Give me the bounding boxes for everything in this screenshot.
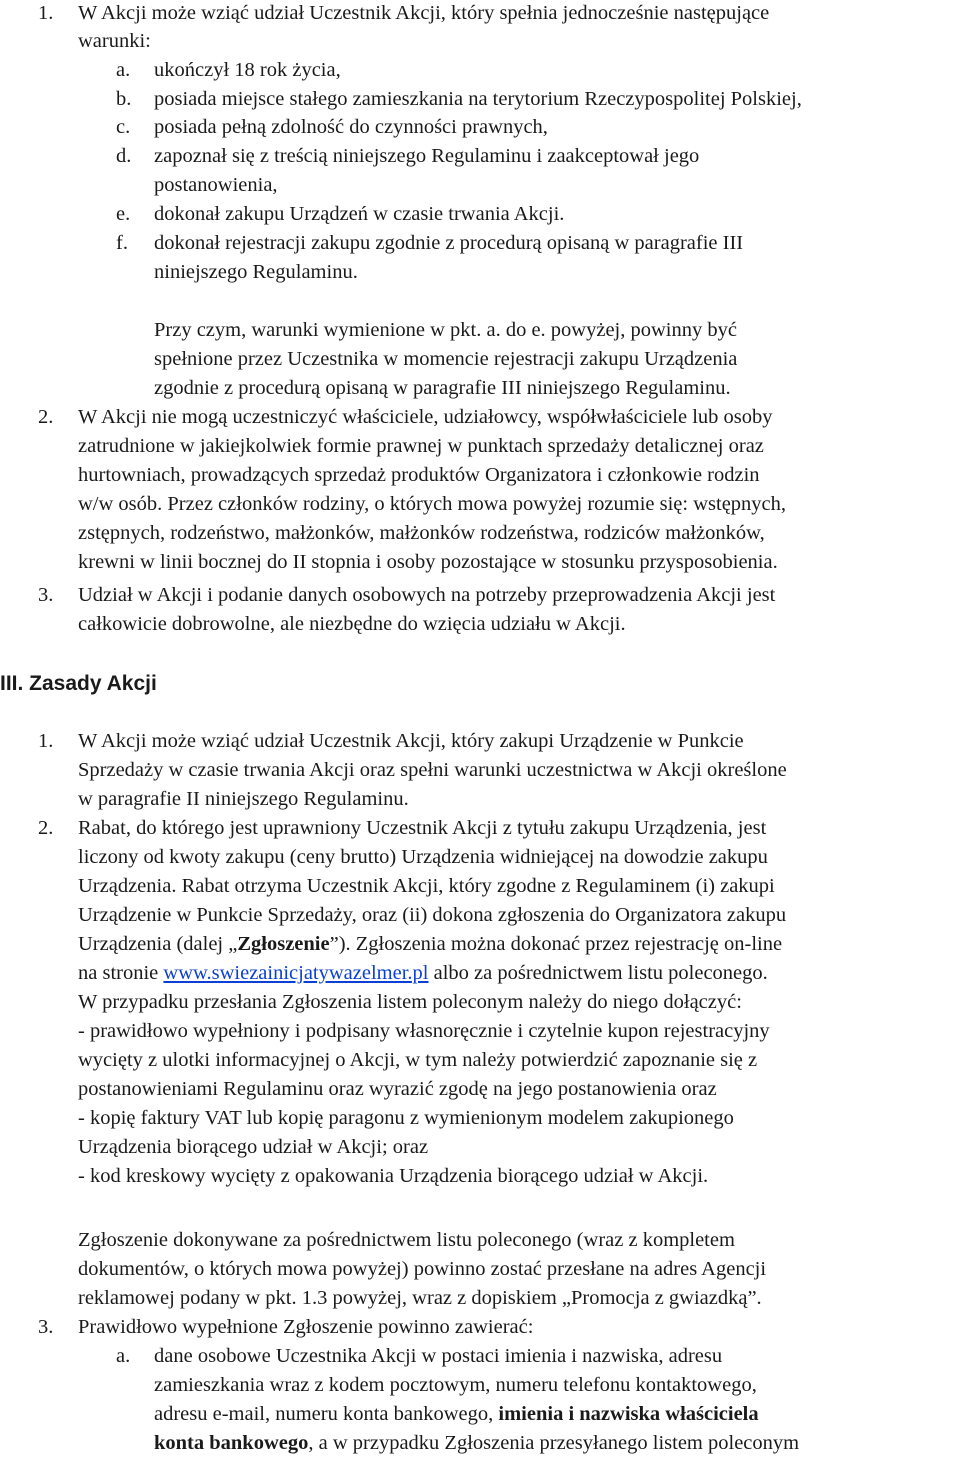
item-number: 2. [38, 817, 54, 839]
sub-item-text: ukończył 18 rok życia, [154, 59, 341, 81]
paragraph-line: Urządzenia biorącego udział w Akcji; oraz [78, 1136, 429, 1158]
paragraph-line: W Akcji może wziąć udział Uczestnik Akcji, który spełnia jednocześnie następujące [78, 2, 770, 24]
sub-item-text: dokonał zakupu Urządzeń w czasie trwania Akcji. [154, 203, 565, 225]
sub-item-letter: e. [116, 203, 131, 225]
text-run: , a w przypadku Zgłoszenia przesyłanego listem poleconym [308, 1432, 800, 1454]
term-zgloszenie: Zgłoszenie [237, 933, 330, 955]
paragraph-line: w/w osób. Przez członków rodziny, o których mowa powyżej rozumie się: wstępnych, [78, 493, 787, 515]
paragraph-line: krewni w linii bocznej do II stopnia i osoby pozostające w stosunku przysposobienia. [78, 551, 778, 573]
sub-item-letter: d. [116, 145, 132, 167]
text-run: na stronie [78, 962, 164, 984]
item-number: 3. [38, 584, 54, 606]
sub-item-letter: b. [116, 88, 132, 110]
paragraph-line: postanowieniami Regulaminu oraz wyrazić zgodę na jego postanowienia oraz [78, 1078, 717, 1100]
paragraph-line: W przypadku przesłania Zgłoszenia listem poleconym należy do niego dołączyć: [78, 991, 742, 1013]
paragraph-line: W Akcji nie mogą uczestniczyć właściciele, udziałowcy, współwłaściciele lub osoby [78, 406, 773, 428]
sub-item-text: zamieszkania wraz z kodem pocztowym, numeru telefonu kontaktowego, [154, 1374, 757, 1396]
paragraph-line: - kod kreskowy wycięty z opakowania Urządzenia biorącego udział w Akcji. [78, 1165, 709, 1187]
paragraph-line: Prawidłowo wypełnione Zgłoszenie powinno zawierać: [78, 1316, 534, 1338]
paragraph-line: dokumentów, o których mowa powyżej) powinno zostać przesłane na adres Agencji [78, 1258, 767, 1280]
paragraph-line: Urządzenia. Rabat otrzyma Uczestnik Akcji, który zgodne z Regulaminem (i) zakupi [78, 875, 775, 897]
paragraph-line: warunki: [78, 30, 151, 52]
sub-item-letter: c. [116, 116, 131, 138]
section-heading: III. Zasady Akcji [0, 672, 157, 695]
paragraph-line: liczony od kwoty zakupu (ceny brutto) Urządzenia widniejącej na dowodzie zakupu [78, 846, 768, 868]
paragraph-line: zatrudnione w jakiejkolwiek formie prawnej w punktach sprzedaży detalicznej oraz [78, 435, 764, 457]
note-line: Przy czym, warunki wymienione w pkt. a. do e. powyżej, powinny być [154, 319, 737, 341]
text-run: Urządzenia (dalej „ [78, 933, 238, 955]
sub-item-text: dane osobowe Uczestnika Akcji w postaci imienia i nazwiska, adresu [154, 1345, 723, 1367]
paragraph-line: Rabat, do którego jest uprawniony Uczestnik Akcji z tytułu zakupu Urządzenia, jest [78, 817, 767, 839]
paragraph-line: - kopię faktury VAT lub kopię paragonu z wymienionym modelem zakupionego [78, 1107, 734, 1129]
sub-item-text: niniejszego Regulaminu. [154, 261, 358, 283]
item-number: 2. [38, 406, 54, 428]
sub-item-text: dokonał rejestracji zakupu zgodnie z procedurą opisaną w paragrafie III [154, 232, 744, 254]
item-number: 1. [38, 730, 54, 752]
paragraph-line [78, 959, 768, 988]
item-number: 1. [38, 2, 54, 24]
item-number: 3. [38, 1316, 54, 1338]
sub-item-letter: f. [116, 232, 128, 254]
paragraph-line: reklamowej podany w pkt. 1.3 powyżej, wraz z dopiskiem „Promocja z gwiazdką”. [78, 1287, 762, 1309]
paragraph-line: w paragrafie II niniejszego Regulaminu. [78, 788, 409, 810]
sub-item-letter: a. [116, 59, 131, 81]
website-link[interactable]: www.swiezainicjatywazelmer.pl [163, 962, 429, 984]
text-run: ”). Zgłoszenia można dokonać przez rejestrację on-line [329, 933, 783, 955]
note-line: zgodnie z procedurą opisaną w paragrafie III niniejszego Regulaminu. [154, 377, 731, 399]
paragraph-line: Udział w Akcji i podanie danych osobowych na potrzeby przeprowadzenia Akcji jest [78, 584, 776, 606]
text-run: albo za pośrednictwem listu poleconego. [428, 962, 768, 984]
sub-item-text: zapoznał się z treścią niniejszego Regulaminu i zaakceptował jego [154, 145, 700, 167]
sub-item-text: postanowienia, [154, 174, 278, 196]
bold-run: imienia i nazwiska właściciela [498, 1403, 759, 1425]
text-run: adresu e-mail, numeru konta bankowego, [154, 1403, 499, 1425]
paragraph-line: W Akcji może wziąć udział Uczestnik Akcji, który zakupi Urządzenie w Punkcie [78, 730, 744, 752]
paragraph-line: wycięty z ulotki informacyjnej o Akcji, w tym należy potwierdzić zapoznanie się z [78, 1049, 758, 1071]
sub-item-text: posiada pełną zdolność do czynności prawnych, [154, 116, 548, 138]
paragraph-line: Zgłoszenie dokonywane za pośrednictwem listu poleconego (wraz z kompletem [78, 1229, 735, 1251]
paragraph-line: całkowicie dobrowolne, ale niezbędne do wzięcia udziału w Akcji. [78, 613, 626, 635]
paragraph-line [78, 930, 782, 959]
paragraph-line: hurtowniach, prowadzących sprzedaż produktów Organizatora i członkowie rodzin [78, 464, 760, 486]
sub-item-letter: a. [116, 1345, 131, 1367]
sub-item-text [154, 1429, 799, 1458]
paragraph-line: zstępnych, rodzeństwo, małżonków, małżonków rodzeństwa, rodziców małżonków, [78, 522, 765, 544]
sub-item-text: posiada miejsce stałego zamieszkania na terytorium Rzeczypospolitej Polskiej, [154, 88, 802, 110]
bold-run: konta bankowego [154, 1432, 309, 1454]
paragraph-line: Urządzenie w Punkcie Sprzedaży, oraz (ii) dokona zgłoszenia do Organizatora zakupu [78, 904, 787, 926]
note-line: spełnione przez Uczestnika w momencie rejestracji zakupu Urządzenia [154, 348, 738, 370]
paragraph-line: - prawidłowo wypełniony i podpisany własnoręcznie i czytelnie kupon rejestracyjny [78, 1020, 770, 1042]
paragraph-line: Sprzedaży w czasie trwania Akcji oraz spełni warunki uczestnictwa w Akcji określone [78, 759, 787, 781]
sub-item-text [154, 1400, 759, 1429]
